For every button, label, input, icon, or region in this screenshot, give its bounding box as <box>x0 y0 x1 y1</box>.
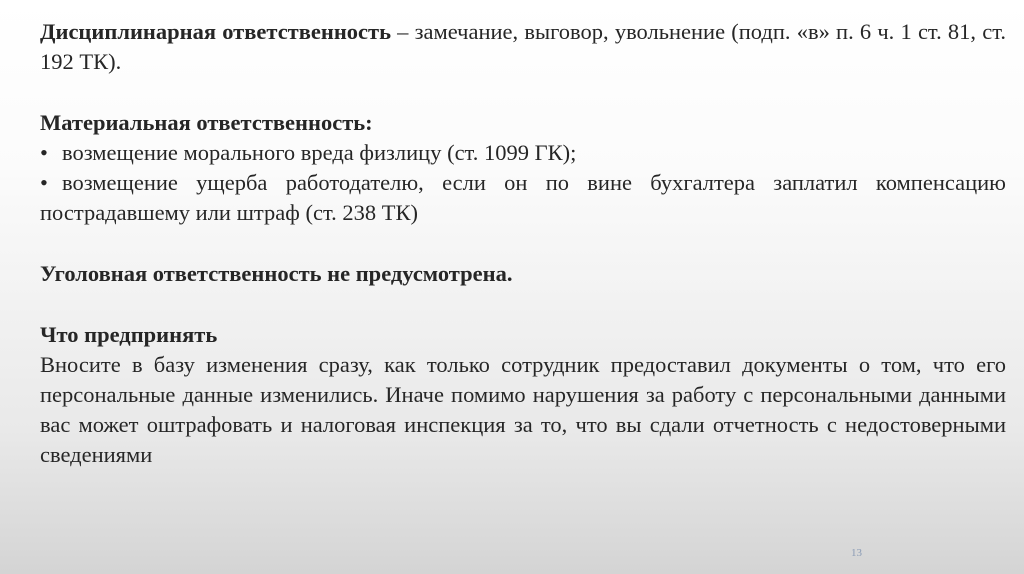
material-bullet-item <box>40 138 1006 168</box>
bullet-marker: • <box>40 140 48 165</box>
material-item-text: возмещение морального вреда физлицу (ст. 1099 ГК); <box>62 140 577 165</box>
action-heading: Что предпринять <box>40 322 218 347</box>
disciplinary-paragraph <box>40 17 1006 77</box>
page-number: 13 <box>851 547 862 559</box>
disciplinary-text: – замечание, выговор, увольнение (подп. «в» п. 6 ч. 1 ст. 81, ст. 192 ТК). <box>40 19 1006 74</box>
spacer <box>40 289 1006 320</box>
material-bullet-item <box>40 168 1006 228</box>
disciplinary-heading: Дисциплинарная ответственность <box>40 19 391 44</box>
spacer <box>40 228 1006 259</box>
material-item-text: возмещение ущерба работодателю, если он по вине бухгалтера заплатил компенсацию пострадавшему или штраф (ст. 238 ТК) <box>40 170 1006 225</box>
criminal-heading: Уголовная ответственность не предусмотрена. <box>40 261 513 286</box>
spacer <box>40 77 1006 108</box>
action-text: Вносите в базу изменения сразу, как только сотрудник предоставил документы о том, что его персональные данные изменились. Иначе помимо нарушения за работу с персональными данными вас может оштрафовать и налоговая инспекция за то, что вы сдали отчетность с недостоверными сведениями <box>40 352 1006 467</box>
slide-content <box>40 17 1006 470</box>
material-heading: Материальная ответственность: <box>40 110 373 135</box>
bullet-marker: • <box>40 170 48 195</box>
